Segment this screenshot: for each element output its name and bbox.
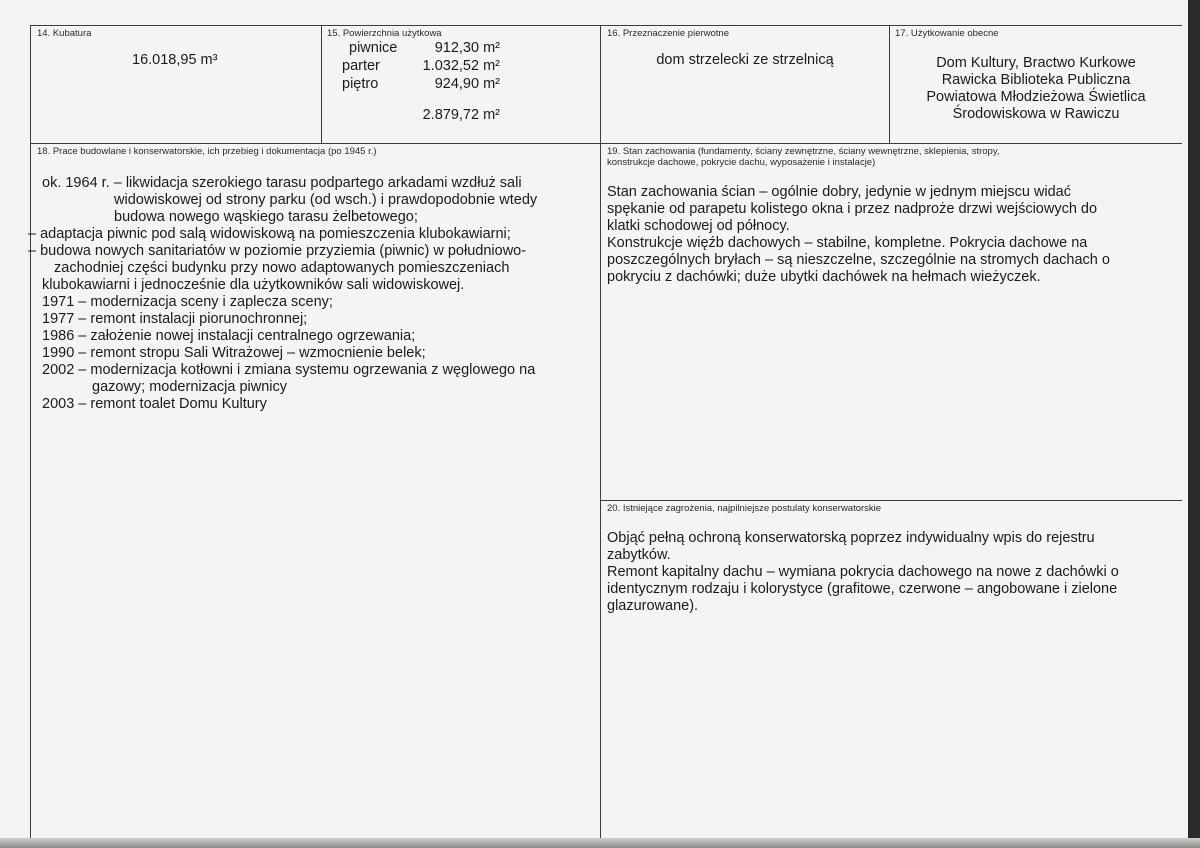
works-line: klubokawiarni i jednocześnie dla użytkowników sali widowiskowej. (42, 277, 465, 293)
area-total: 2.879,72 m² (422, 107, 500, 123)
section-19-caption-line: 19. Stan zachowania (fundamenty, ściany zewnętrzne, ściany wewnętrzne, sklepienia, stropy, (607, 146, 1000, 157)
left-border (30, 25, 31, 838)
threats-line: glazurowane). (607, 598, 699, 614)
condition-line: klatki schodowej od północy. (607, 218, 790, 234)
original-purpose: dom strzelecki ze strzelnicą (656, 52, 834, 68)
current-use-line: Rawicka Biblioteka Publiczna (941, 72, 1131, 88)
area-value-piwnice: 912,30 m² (434, 40, 500, 56)
current-use-line: Dom Kultury, Bractwo Kurkowe (936, 55, 1136, 71)
section-19-caption-line: konstrukcje dachowe, pokrycie dachu, wyposażenie i instalacje) (607, 157, 876, 168)
top-rule (30, 25, 1182, 26)
section-15-caption: 15. Powierzchnia użytkowa (327, 28, 442, 39)
section-16-caption: 16. Przeznaczenie pierwotne (607, 28, 729, 39)
condition-line: Stan zachowania ścian – ogólnie dobry, jedynie w jednym miejscu widać (607, 184, 1071, 200)
works-line: – budowa nowych sanitariatów w poziomie przyziemia (piwnic) w południowo- (28, 243, 527, 259)
section-20-caption: 20. Istniejące zagrożenia, najpilniejsze postulaty konserwatorskie (607, 503, 882, 514)
works-line: 2003 – remont toalet Domu Kultury (42, 396, 267, 412)
threats-line: Remont kapitalny dachu – wymiana pokrycia dachowego na nowe z dachówki o (607, 564, 1119, 580)
col-divider-main (600, 25, 601, 838)
current-use-line: Środowiskowa w Rawiczu (952, 106, 1120, 122)
col-divider-1 (321, 25, 322, 143)
works-line: widowiskowej od strony parku (od wsch.) i prawdopodobnie wtedy (114, 192, 538, 208)
current-use-line: Powiatowa Młodzieżowa Świetlica (926, 89, 1146, 105)
area-value-pietro: 924,90 m² (434, 76, 500, 92)
works-history (28, 175, 594, 413)
area-label-pietro: piętro (342, 76, 379, 92)
current-use (892, 55, 1180, 123)
condition-line: Konstrukcje więźb dachowych – stabilne, kompletne. Pokrycia dachowe na (607, 235, 1088, 251)
area-value-parter: 1.032,52 m² (422, 58, 500, 74)
works-line: gazowy; modernizacja piwnicy (92, 379, 288, 395)
works-line: budowa nowego wąskiego tarasu żelbetowego; (114, 209, 418, 225)
condition-line: pokryciu z dachówki; duże ubytki dachówek na hełmach wieżyczek. (607, 269, 1041, 285)
scan-edge-bottom (0, 838, 1200, 848)
section-18-caption: 18. Prace budowlane i konserwatorskie, ich przebieg i dokumentacja (po 1945 r.) (37, 146, 377, 157)
works-line: 1986 – założenie nowej instalacji centralnego ogrzewania; (42, 328, 416, 344)
works-line: 2002 – modernizacja kotłowni i zmiana systemu ogrzewania z węglowego na (42, 362, 536, 378)
area-label-parter: parter (342, 58, 380, 74)
section-14-caption: 14. Kubatura (37, 28, 92, 39)
condition-text (607, 184, 1179, 286)
kubatura-value: 16.018,95 m³ (132, 52, 218, 68)
works-line: 1977 – remont instalacji piorunochronnej; (42, 311, 308, 327)
condition-line: spękanie od parapetu kolistego okna i przez nadproże drzwi wejściowych do (607, 201, 1098, 217)
condition-line: poszczególnych bryłach – są nieszczelne, szczególnie na stromych dachach o (607, 252, 1110, 268)
scan-edge-right (1188, 0, 1200, 848)
area-label-piwnice: piwnice (349, 40, 398, 56)
section-17-caption: 17. Użytkowanie obecne (895, 28, 999, 39)
row-divider (30, 143, 1182, 144)
section-19-caption (607, 146, 1000, 168)
works-line: – adaptacja piwnic pod salą widowiskową na pomieszczenia klubokawiarni; (28, 226, 511, 242)
works-line: zachodniej części budynku przy nowo adaptowanych pomieszczeniach (54, 260, 510, 276)
works-line: ok. 1964 r. – likwidacja szerokiego tarasu podpartego arkadami wzdłuż sali (42, 175, 522, 191)
threats-line: zabytków. (607, 547, 671, 563)
threats-line: Objąć pełną ochroną konserwatorską poprzez indywidualny wpis do rejestru (607, 530, 1095, 546)
section-20-divider (600, 500, 1182, 501)
threats-line: identycznym rodzaju i kolorystyce (grafitowe, czerwone – angobowane i zielone (607, 581, 1118, 597)
col-divider-3 (889, 25, 890, 143)
works-line: 1971 – modernizacja sceny i zaplecza sceny; (42, 294, 333, 310)
works-line: 1990 – remont stropu Sali Witrażowej – wzmocnienie belek; (42, 345, 426, 361)
threats-text (607, 530, 1179, 615)
